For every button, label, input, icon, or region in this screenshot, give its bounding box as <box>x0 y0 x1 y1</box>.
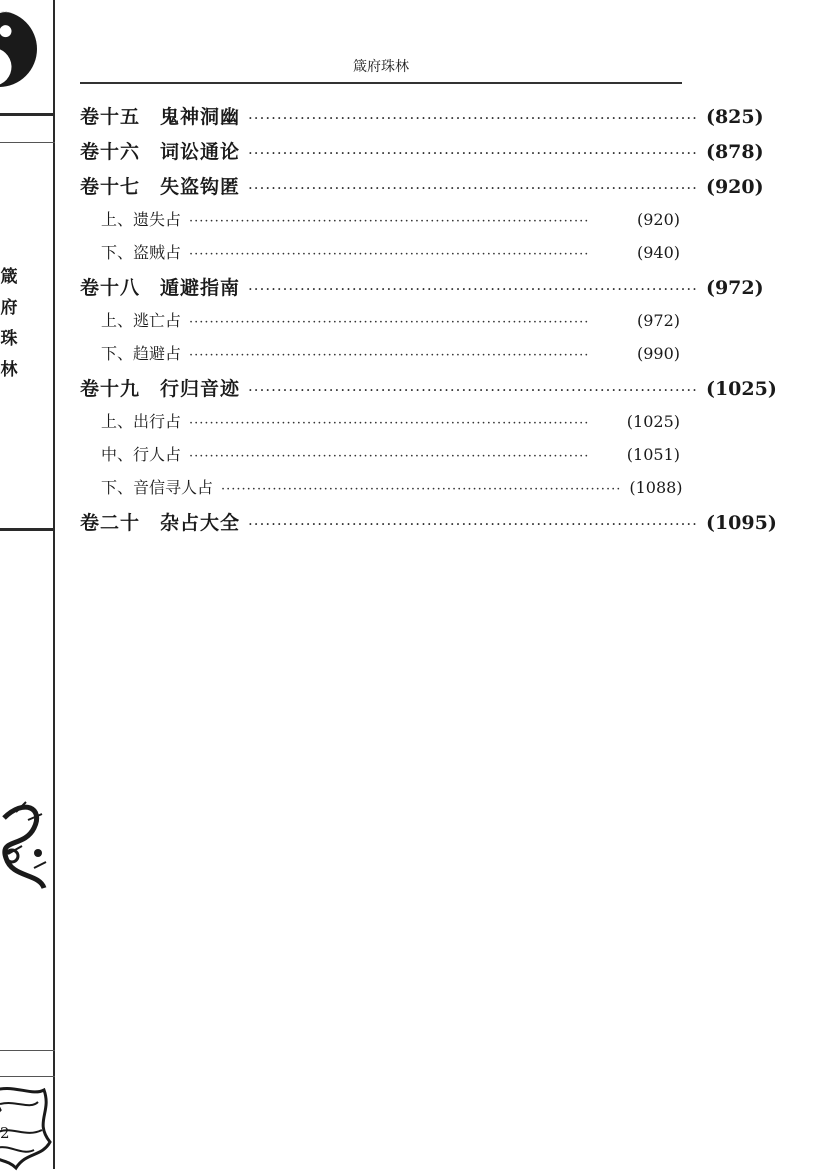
section-title: 上、逃亡占 <box>101 308 181 331</box>
toc-chapter-row[interactable] <box>80 102 680 137</box>
page-number: 2 <box>0 1124 10 1142</box>
toc-section-row[interactable] <box>80 341 680 374</box>
toc-chapter-row[interactable] <box>80 273 680 308</box>
toc-section-row[interactable] <box>80 475 680 508</box>
chapter-title: 词讼通论 <box>160 137 240 164</box>
dot-leader: ·············································································· <box>248 515 698 533</box>
page-reference: (972) <box>706 277 764 299</box>
dot-leader: ·············································································· <box>248 280 698 298</box>
page-reference: (920) <box>706 176 764 198</box>
taiji-icon <box>0 8 40 90</box>
section-title: 上、出行占 <box>101 409 181 432</box>
dot-leader: ·············································································· <box>189 315 629 330</box>
dot-leader: ·············································································· <box>189 214 629 229</box>
chapter-title: 遁避指南 <box>160 273 240 300</box>
margin-bar <box>0 113 55 116</box>
toc-section-row[interactable] <box>80 442 680 475</box>
page-reference: (1051) <box>627 445 680 464</box>
dot-leader: ·············································································· <box>189 247 629 262</box>
toc-chapter-row[interactable] <box>80 137 680 172</box>
page-reference: (940) <box>637 243 680 262</box>
section-title: 下、趋避占 <box>101 341 181 364</box>
toc-section-row[interactable] <box>80 240 680 273</box>
section-title: 下、盗贼占 <box>101 240 181 263</box>
chapter-number: 卷十六 <box>80 137 140 164</box>
dot-leader: ·············································································· <box>248 179 698 197</box>
toc-section-row[interactable] <box>80 409 680 442</box>
dragon-ornament-icon <box>0 798 54 898</box>
margin-rule-thin <box>0 142 55 143</box>
dot-leader: ·············································································· <box>189 416 619 431</box>
running-header: 箴府珠林 <box>80 56 682 76</box>
page-reference: (878) <box>706 141 764 163</box>
margin-rule-thin <box>0 1076 55 1077</box>
chapter-title: 鬼神洞幽 <box>160 102 240 129</box>
chapter-title: 杂占大全 <box>160 508 240 535</box>
section-title: 中、行人占 <box>101 442 181 465</box>
header-rule <box>80 82 682 84</box>
toc-section-row[interactable] <box>80 207 680 240</box>
page-reference: (1025) <box>706 378 777 400</box>
dot-leader: ·············································································· <box>248 109 698 127</box>
page-reference: (1095) <box>706 512 777 534</box>
page-reference: (920) <box>637 210 680 229</box>
toc-chapter-row[interactable] <box>80 374 680 409</box>
chapter-title: 失盗钩匿 <box>160 172 240 199</box>
chapter-title: 行归音迹 <box>160 374 240 401</box>
dot-leader: ·············································································· <box>248 144 698 162</box>
margin-strip <box>0 0 55 1169</box>
margin-rule-thin <box>0 1050 55 1051</box>
section-title: 下、音信寻人占 <box>101 475 213 498</box>
toc-chapter-row[interactable] <box>80 172 680 207</box>
table-of-contents <box>80 102 680 543</box>
chapter-number: 卷十八 <box>80 273 140 300</box>
chapter-number: 卷二十 <box>80 508 140 535</box>
page-reference: (1025) <box>627 412 680 431</box>
margin-rule <box>53 0 55 1169</box>
toc-chapter-row[interactable] <box>80 508 680 543</box>
dot-leader: ·············································································· <box>221 482 621 497</box>
page-reference: (1088) <box>629 478 682 497</box>
dot-leader: ·············································································· <box>189 449 619 464</box>
page-reference: (972) <box>637 311 680 330</box>
chapter-number: 卷十九 <box>80 374 140 401</box>
page-reference: (825) <box>706 106 764 128</box>
dot-leader: ·············································································· <box>248 381 698 399</box>
margin-bar <box>0 528 55 531</box>
chapter-number: 卷十五 <box>80 102 140 129</box>
chapter-number: 卷十七 <box>80 172 140 199</box>
dot-leader: ·············································································· <box>189 348 629 363</box>
toc-section-row[interactable] <box>80 308 680 341</box>
spine-title: 箴府珠林 <box>0 262 18 386</box>
page-reference: (990) <box>637 344 680 363</box>
section-title: 上、遗失占 <box>101 207 181 230</box>
